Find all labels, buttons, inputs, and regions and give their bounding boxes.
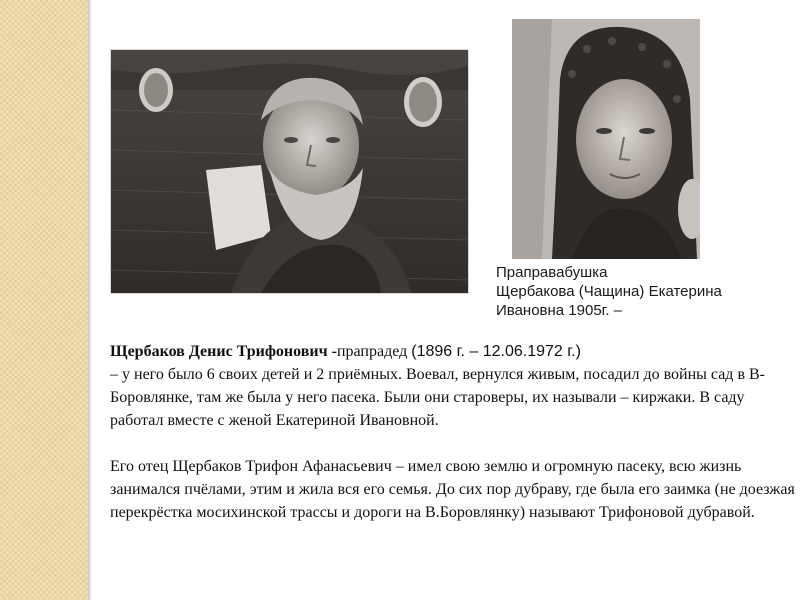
life-dates: (1896 г. – 12.06.1972 г.) [411, 343, 581, 360]
biography-text [110, 340, 795, 524]
paragraph-1 [110, 340, 795, 432]
photo-woman-portrait [512, 19, 700, 259]
paragraph-1-text: – у него было 6 своих детей и 2 приёмных. Воевал, вернулся живым, посадил до войны сад в В-Боровлянке, там же была у него пасека. Были они староверы, их называли – киржаки. В саду работал вместе с женой Екатериной Ивановной. [110, 366, 765, 429]
caption-line-3: Ивановна 1905г. – [496, 302, 622, 319]
decorative-side-strip [0, 0, 88, 600]
person-name: Щербаков Денис Трифонович - [110, 343, 337, 360]
relation: прапрадед [336, 343, 412, 360]
photo-caption [496, 263, 786, 320]
paragraph-gap [110, 432, 795, 455]
photo-man-portrait [111, 50, 468, 293]
caption-line-1: Праправабушка [496, 264, 608, 281]
side-strip-edge [88, 0, 92, 600]
caption-line-2: Щербакова (Чащина) Екатерина [496, 283, 722, 300]
paragraph-2: Его отец Щербаков Трифон Афанасьевич – имел свою землю и огромную пасеку, всю жизнь занимался пчёлами, этим и жила вся его семья. До сих пор дубраву, где была его заимка (не доезжая перекрёстка мосихинской трассы и дороги на В.Боровлянку) называют Трифоновой дубравой. [110, 458, 795, 521]
